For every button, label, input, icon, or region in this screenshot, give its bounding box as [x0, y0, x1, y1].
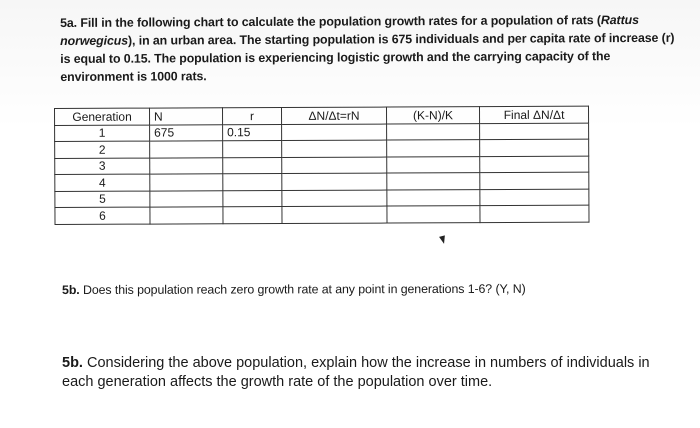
cell-final[interactable]	[480, 123, 589, 140]
cell-k-ratio[interactable]	[387, 123, 480, 140]
cell-k-ratio[interactable]	[387, 189, 480, 206]
cell-generation: 4	[55, 174, 150, 191]
cell-final[interactable]	[480, 156, 589, 173]
cell-final[interactable]	[480, 139, 589, 156]
cell-n[interactable]	[150, 157, 223, 174]
cell-n[interactable]	[150, 141, 223, 158]
cell-r[interactable]: 0.15	[223, 124, 282, 141]
cell-n[interactable]	[150, 190, 223, 207]
cell-r[interactable]	[223, 207, 282, 224]
header-final-dn-dt: Final ΔN/Δt	[479, 106, 588, 123]
mouse-pointer-icon	[439, 235, 447, 244]
cell-final[interactable]	[480, 189, 589, 206]
question-5a	[60, 11, 680, 86]
species-name: Rattus norwegicus	[60, 12, 639, 48]
question-5b-text: Does this population reach zero growth rate at any point in generations 1-6? (Y, N)	[82, 281, 526, 297]
question-5a-label: 5a.	[60, 15, 78, 30]
header-r: r	[223, 108, 282, 125]
cell-n[interactable]	[150, 207, 223, 224]
cell-n[interactable]: 675	[150, 124, 223, 141]
cell-dn-dt[interactable]	[282, 173, 387, 190]
cell-k-ratio[interactable]	[387, 206, 480, 223]
question-5a-text-2: ), in an urban area. The starting population is 675 individuals and per capita rate of increase (r) is equal to 0.15. The population is experiencing	[60, 30, 675, 66]
cell-k-ratio[interactable]	[387, 140, 480, 157]
header-dn-dt-rn: ΔN/Δt=rN	[282, 107, 387, 124]
cell-generation: 2	[55, 141, 150, 158]
growth-type-emphasis: logistic growth	[336, 50, 424, 65]
question-5b-explain	[62, 354, 682, 392]
cell-r[interactable]	[223, 174, 282, 191]
cell-generation: 3	[55, 158, 150, 175]
cell-k-ratio[interactable]	[387, 156, 480, 173]
growth-rate-table	[54, 106, 590, 225]
cell-r[interactable]	[223, 141, 282, 158]
cell-r[interactable]	[223, 157, 282, 174]
question-5b-second-text: Considering the above population, explain how the increase in numbers of individuals in each generation affects the growth rate of the population over time.	[62, 355, 650, 390]
cell-generation: 5	[55, 191, 150, 208]
cell-dn-dt[interactable]	[282, 124, 387, 141]
cell-dn-dt[interactable]	[282, 190, 387, 207]
cell-dn-dt[interactable]	[282, 140, 387, 157]
header-k-minus-n-over-k: (K-N)/K	[386, 107, 479, 124]
cell-k-ratio[interactable]	[387, 173, 480, 190]
cell-generation: 6	[55, 207, 150, 224]
cell-dn-dt[interactable]	[282, 157, 387, 174]
header-generation: Generation	[55, 108, 150, 125]
question-5b-label: 5b.	[62, 282, 80, 297]
cell-final[interactable]	[480, 172, 589, 189]
header-n: N	[150, 108, 223, 125]
cell-n[interactable]	[150, 174, 223, 191]
cell-r[interactable]	[223, 190, 282, 207]
cell-generation: 1	[55, 125, 150, 142]
cell-final[interactable]	[480, 205, 589, 222]
table-row	[55, 205, 589, 224]
question-5b-zero-growth	[62, 282, 526, 297]
question-5b-second-label: 5b.	[62, 355, 83, 371]
cell-dn-dt[interactable]	[282, 206, 387, 223]
growth-table-wrapper	[54, 106, 590, 225]
question-5a-text-1: Fill in the following chart to calculate the population growth rates for a population of rats (	[80, 13, 601, 30]
question-5a-text-3: and the carrying capacity of the environment is 1000 rats.	[60, 49, 611, 84]
